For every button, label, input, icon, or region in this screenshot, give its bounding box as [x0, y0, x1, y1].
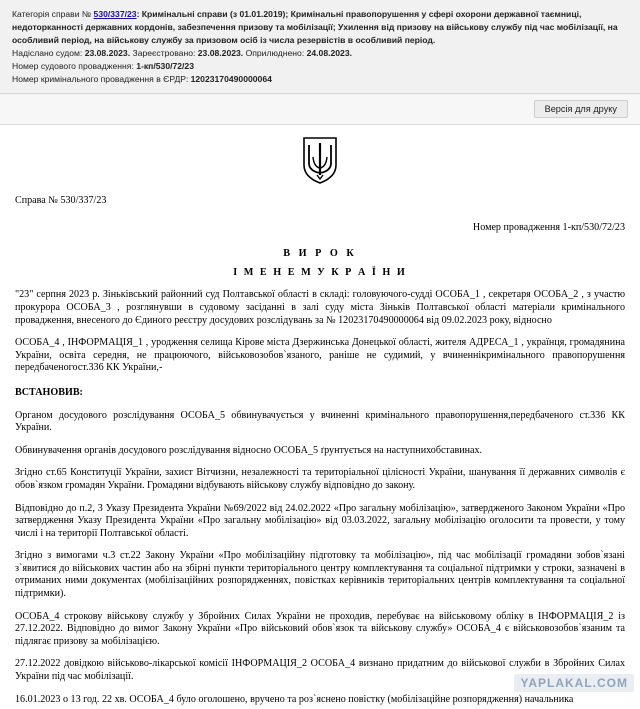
paragraph-defendant: ОСОБА_4 , ІНФОРМАЦІЯ_1 , уродження селища Кірове міста Дзержинська Донецької області, жителя АДРЕСА_1 , українця, громадянина України, освіта середня, не працюючого, військовозобов`язаного, раніше не судимий, у вчиненнікримінального правопорушення передбаченогост.336 КК України,-: [15, 337, 625, 374]
paragraph-circumstances: Обвинувачення органів досудового розслідування відносно ОСОБА_5 ґрунтується на наступнихобставинах.: [15, 444, 483, 456]
criminal-proceeding-number: Номер кримінального провадження в ЄРДР: 12023170490000064: [12, 74, 272, 84]
verdict-document: [0, 135, 640, 706]
verdict-title: В И Р О К: [283, 248, 357, 260]
court-proceeding-number: Номер судового провадження: 1-кп/530/72/23: [12, 61, 194, 71]
site-watermark: YAPLAKAL.COM: [514, 674, 634, 692]
paragraph-mobilization-law: Згідно з вимогами ч.3 ст.22 Закону України «Про мобілізаційну підготовку та мобілізацію», під час мобілізації громадяни зобов`язані з`явитися до військових частин або на збірні пункти територіального центру комплектування та соціальної підтримки у строки, зазначені в отриманих ними документах (мобілізаційних розпорядженнях, повістках керівників територіальних центрів комплектування та соціальної підтримки).: [15, 550, 625, 600]
paragraph-court-composition: "23" серпня 2023 р. Зіньківський районний суд Полтавської області в складі: головуючого-судді ОСОБА_1 , секретаря ОСОБА_2 , з участю прокурора ОСОБА_3 , розглянувши в судовому засіданні в залі суду міста Зіньків Полтавської області матеріали кримінального провадження, внесеного до Єдиного реєстру досудових розслідувань за № 12023170490000064 від 09.02.2023 року, відносно: [15, 289, 625, 326]
case-category: Категорія справи № 530/337/23: Кримінальні справи (з 01.01.2019); Кримінальні правопорушення у сфері охорони державної таємниці, недоторканності державних кордонів, забезпечення призову та мобілізації; Ухилення від призову на військову службу під час мобілізації, на особливий період, на військову службу за призовом осіб із числа резервістів в особливий період.: [12, 9, 618, 45]
proceeding-number: Номер провадження 1-кп/530/72/23: [472, 221, 625, 233]
paragraph-decree: Відповідно до п.2, 3 Указу Президента України №69/2022 від 24.02.2022 «Про загальну мобілізацію», затвердженого Законом України «Про затвердження Указу Президента України «Про загальну мобілізацію» від 03.03.2022, загальну мобілізацію оголосити та провести, у тому числі і на території Полтавської області.: [15, 502, 625, 539]
case-dates: Надіслано судом: 23.08.2023. Зареєстровано: 23.08.2023. Оприлюднено: 24.08.2023.: [12, 48, 353, 58]
paragraph-medical-commission: 27.12.2022 довідкою військово-лікарської комісії ІНФОРМАЦІЯ_2 ОСОБА_4 визнано придатним до військової служби в Збройних Силах України під час мобілізації.: [15, 658, 625, 683]
trident-coat-of-arms-icon: [300, 135, 340, 185]
paragraph-constitution: Згідно ст.65 Конституції України, захист Вітчизни, незалежності та територіальної цілісності України, шанування її державних символів є обов`язком громадян України. Громадяни відбувають військову службу відповідно до закону.: [15, 467, 625, 491]
section-heading-established: ВСТАНОВИВ:: [15, 386, 83, 398]
paragraph-accusation: Органом досудового розслідування ОСОБА_5 обвинувачується у вчиненні кримінального правопорушення,передбаченого ст.336 КК України.: [15, 409, 625, 434]
print-toolbar: [0, 94, 640, 125]
case-metadata-panel: [0, 0, 640, 94]
verdict-subtitle: І М Е Н Е М У К Р А Ї Н И: [233, 266, 407, 278]
case-number-link[interactable]: 530/337/23: [93, 9, 137, 19]
case-number: Справа № 530/337/23: [15, 195, 107, 206]
print-version-button[interactable]: Версія для друку: [534, 100, 628, 118]
paragraph-summons: 16.01.2023 о 13 год. 22 хв. ОСОБА_4 було оголошено, вручено та роз`яснено повістку (мобілізаційне розпорядження) начальника: [15, 693, 574, 705]
paragraph-military-registration: ОСОБА_4 строкову військову службу у Збройних Силах України не проходив, перебуває на військовому обліку в ІНФОРМАЦІЯ_2 із 27.12.2022. Відповідно до вимог Закону України «Про військовий обов`язок та військову службу» ОСОБА_4 є військовозобов`язаним та підлягає призову за мобілізацією.: [15, 610, 625, 647]
